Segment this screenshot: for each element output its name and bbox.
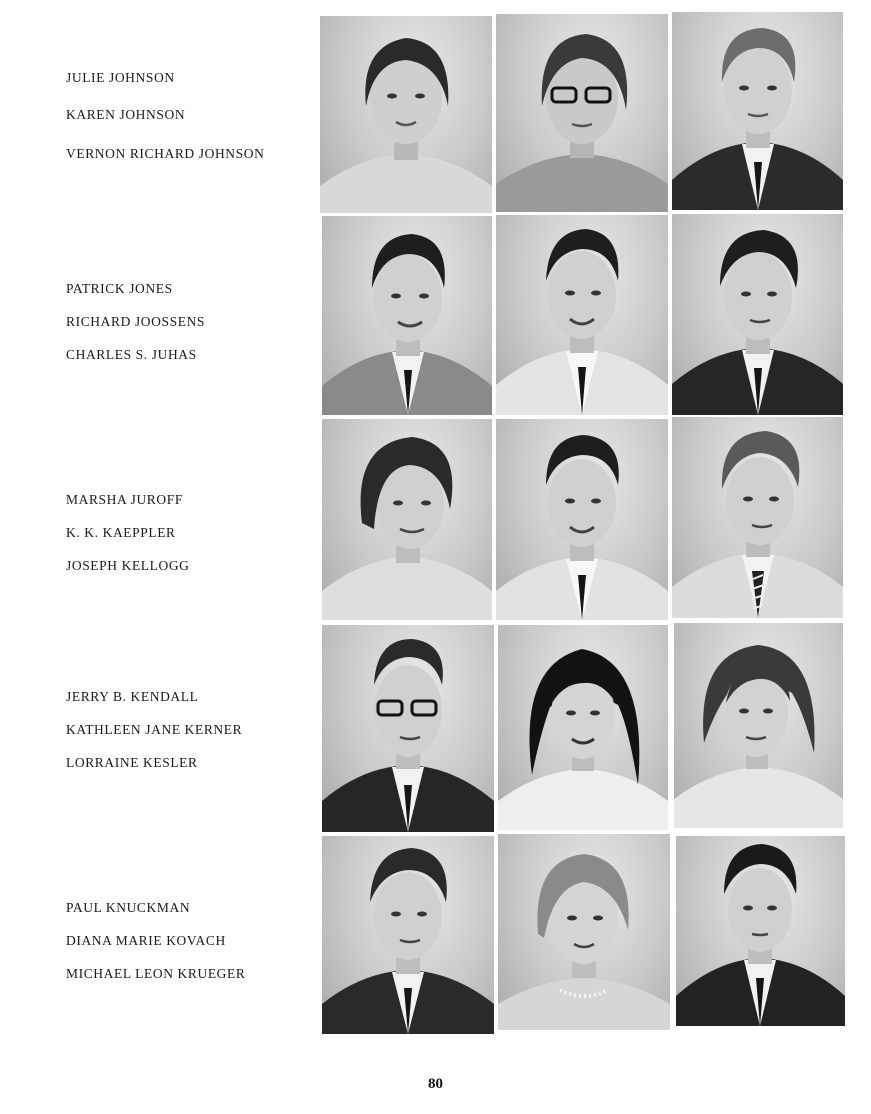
student-name: MICHAEL LEON KRUEGER <box>66 966 246 981</box>
portrait-photo <box>672 417 843 618</box>
student-name: PATRICK JONES <box>66 281 173 296</box>
portrait-photo <box>496 215 668 415</box>
student-name: DIANA MARIE KOVACH <box>66 933 226 948</box>
page-number: 80 <box>428 1076 443 1092</box>
portrait-photo <box>322 836 494 1034</box>
student-name: VERNON RICHARD JOHNSON <box>66 146 265 161</box>
student-name: JULIE JOHNSON <box>66 70 175 85</box>
portrait-photo <box>674 623 843 828</box>
student-name: KATHLEEN JANE KERNER <box>66 722 243 737</box>
student-name: JOSEPH KELLOGG <box>66 558 190 573</box>
student-name: JERRY B. KENDALL <box>66 689 199 704</box>
student-name: MARSHA JUROFF <box>66 492 183 507</box>
portrait-photo <box>322 419 492 620</box>
portrait-photo <box>498 834 670 1030</box>
student-name: PAUL KNUCKMAN <box>66 900 191 915</box>
portrait-photo <box>498 625 668 830</box>
student-name: LORRAINE KESLER <box>66 755 198 770</box>
portrait-photo <box>496 419 668 620</box>
student-name: RICHARD JOOSSENS <box>66 314 206 329</box>
portrait-photo <box>322 216 492 415</box>
portrait-photo <box>322 625 494 832</box>
student-name: KAREN JOHNSON <box>66 107 186 122</box>
portrait-photo <box>496 14 668 212</box>
student-name: CHARLES S. JUHAS <box>66 347 197 362</box>
portrait-photo <box>320 16 492 213</box>
portrait-photo <box>672 214 843 415</box>
student-name: K. K. KAEPPLER <box>66 525 176 540</box>
portrait-photo <box>672 12 843 210</box>
portrait-photo <box>676 836 845 1026</box>
